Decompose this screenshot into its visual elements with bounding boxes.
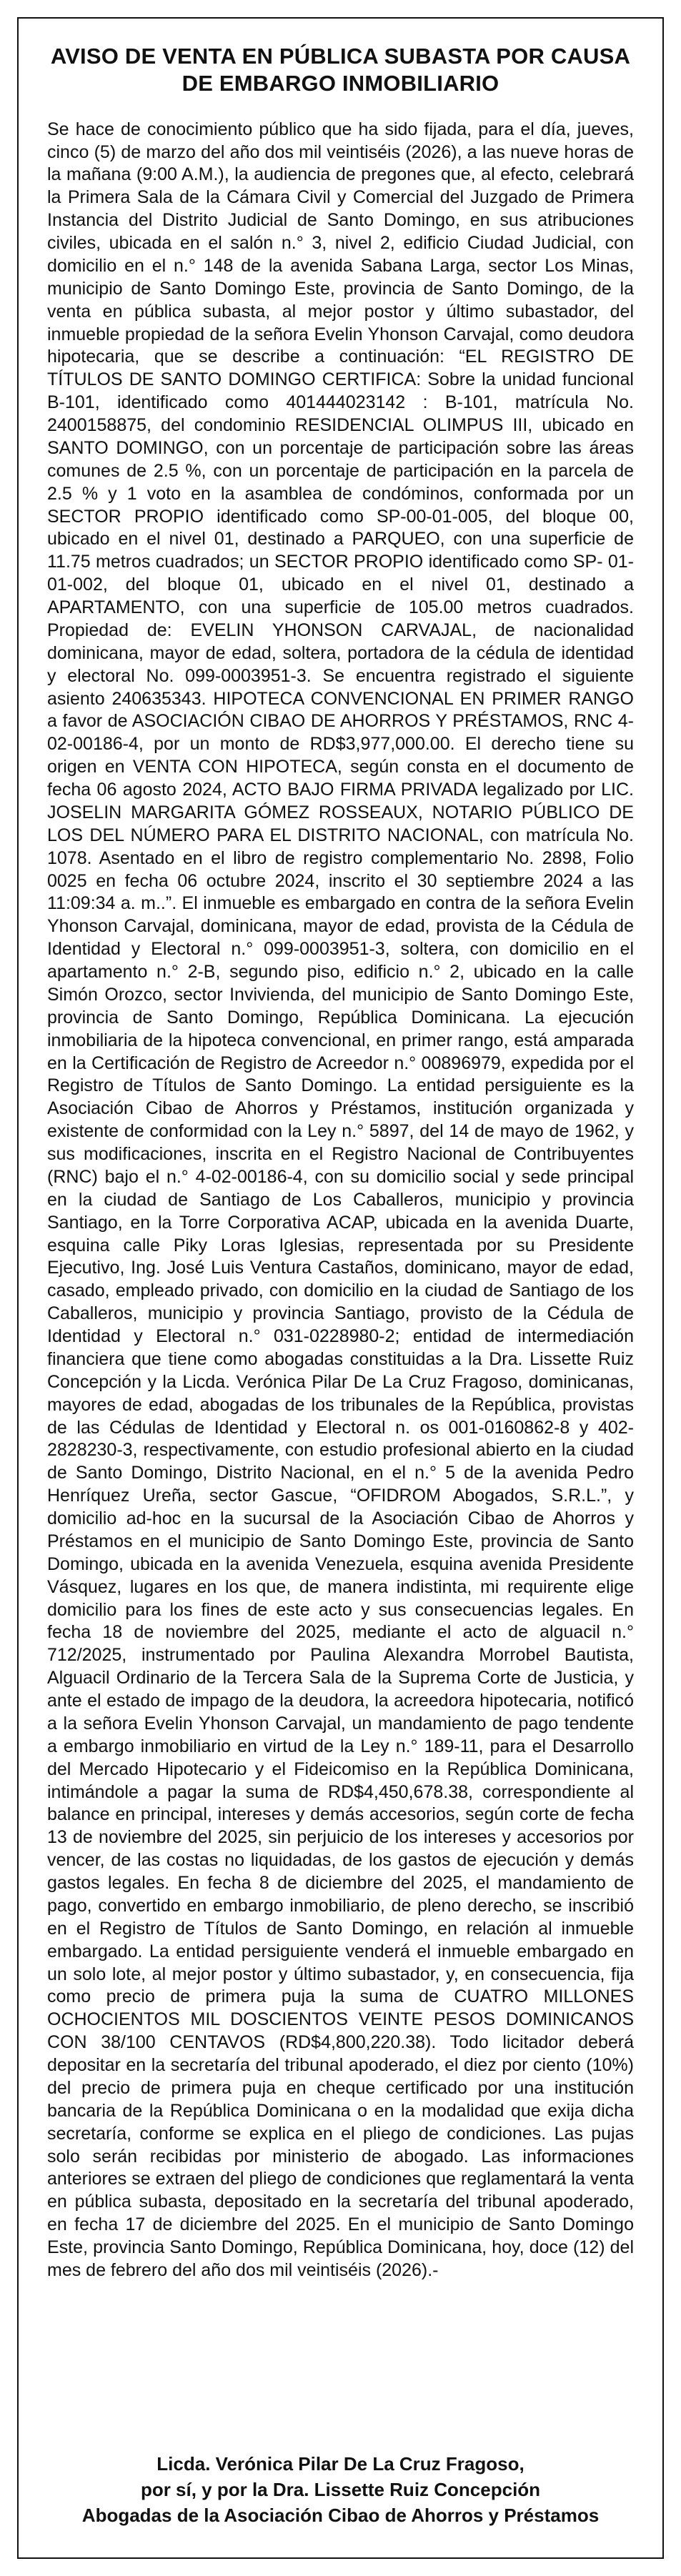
signature-line-3: Abogadas de la Asociación Cibao de Ahorros y Préstamos	[81, 2505, 600, 2527]
auction-notice	[17, 17, 664, 2559]
notice-title-line-2: DE EMBARGO INMOBILIARIO	[182, 70, 499, 96]
notice-body: Se hace de conocimiento público que ha sido fijada, para el día, jueves, cinco (5) de marzo del año dos mil veintiséis (2026), a las nueve horas de la mañana (9:00 A.M.), la audiencia de pregones que, al efecto, celebrará la Primera Sala de la Cámara Civil y Comercial del Juzgado de Primera Instancia del Distrito Judicial de Santo Domingo, en sus atribuciones civiles, ubicada en el salón n.° 3, nivel 2, edificio Ciudad Judicial, con domicilio en el n.° 148 de la avenida Sabana Larga, sector Los Minas, municipio de Santo Domingo Este, provincia de Santo Domingo, de la venta en pública subasta, al mejor postor y último subastador, del inmueble propiedad de la señora Evelin Yhonson Carvajal, como deudora hipotecaria, que se describe a continuación: “EL REGISTRO DE TÍTULOS DE SANTO DOMINGO CERTIFICA: Sobre la unidad funcional B-101, identificado como 401444023142 : B-101, matrícula No. 2400158875, del condominio RESIDENCIAL OLIMPUS III, ubicado en SANTO DOMINGO, con un porcentaje de participación sobre las áreas comunes de 2.5 %, con un porcentaje de participación en la parcela de 2.5 % y 1 voto en la asamblea de condóminos, conformada por un SECTOR PROPIO identificado como SP-00-01-005, del bloque 00, ubicado en el nivel 01, destinado a PARQUEO, con una superficie de 11.75 metros cuadrados; un SECTOR PROPIO identificado como SP- 01-01-002, del bloque 01, ubicado en el nivel 01, destinado a APARTAMENTO, con una superficie de 105.00 metros cuadrados. Propiedad de: EVELIN YHONSON CARVAJAL, de nacionalidad dominicana, mayor de edad, soltera, portadora de la cédula de identidad y electoral No. 099-0003951-3. Se encuentra registrado el siguiente asiento 240635343. HIPOTECA CONVENCIONAL EN PRIMER RANGO a favor de ASOCIACIÓN CIBAO DE AHORROS Y PRÉSTAMOS, RNC 4-02-00186-4, por un monto de RD$3,977,000.00. El derecho tiene su origen en VENTA CON HIPOTECA, según consta en el documento de fecha 06 agosto 2024, ACTO BAJO FIRMA PRIVADA legalizado por LIC. JOSELIN MARGARITA GÓMEZ ROSSEAUX, NOTARIO PÚBLICO DE LOS DEL NÚMERO PARA EL DISTRITO NACIONAL, con matrícula No. 1078. Asentado en el libro de registro complementario No. 2898, Folio 0025 en fecha 06 octubre 2024, inscrito el 30 septiembre 2024 a las 11:09:34 a. m..”. El inmueble es embargado en contra de la señora Evelin Yhonson Carvajal, dominicana, mayor de edad, provista de la Cédula de Identidad y Electoral n.° 099-0003951-3, soltera, con domicilio en el apartamento n.° 2-B, segundo piso, edificio n.° 2, ubicado en la calle Simón Orozco, sector Invivienda, del municipio de Santo Domingo Este, provincia de Santo Domingo, República Dominicana. La ejecución inmobiliaria de la hipoteca convencional, en primer rango, está amparada en la Certificación de Registro de Acreedor n.° 00896979, expedida por el Registro de Títulos de Santo Domingo. La entidad persiguiente es la Asociación Cibao de Ahorros y Préstamos, institución organizada y existente de conformidad con la Ley n.° 5897, del 14 de mayo de 1962, y sus modificaciones, inscrita en el Registro Nacional de Contribuyentes (RNC) bajo el n.° 4-02-00186-4, con su domicilio social y sede principal en la ciudad de Santiago de Los Caballeros, municipio y provincia Santiago, en la Torre Corporativa ACAP, ubicada en la avenida Duarte, esquina calle Piky Loras Iglesias, representada por su Presidente Ejecutivo, Ing. José Luis Ventura Castaños, dominicano, mayor de edad, casado, empleado privado, con domicilio en la ciudad de Santiago de los Caballeros, municipio y provincia Santiago, provisto de la Cédula de Identidad y Electoral n.° 031-0228980-2; entidad de intermediación financiera que tiene como abogadas constituidas a la Dra. Lissette Ruiz Concepción y la Licda. Verónica Pilar De La Cruz Fragoso, dominicanas, mayores de edad, abogadas de los tribunales de la República, provistas de las Cédulas de Identidad y Electoral n. os 001-0160862-8 y 402-2828230-3, respectivamente, con estudio profesional abierto en la ciudad de Santo Domingo, Distrito Nacional, en el n.° 5 de la avenida Pedro Henríquez Ureña, sector Gascue, “OFIDROM Abogados, S.R.L.”, y domicilio ad-hoc en la sucursal de la Asociación Cibao de Ahorros y Préstamos en el municipio de Santo Domingo Este, provincia de Santo Domingo, ubicada en la avenida Venezuela, esquina avenida Presidente Vásquez, lugares en los que, de manera indistinta, mi requirente elige domicilio para los fines de este acto y sus consecuencias legales. En fecha 18 de noviembre del 2025, mediante el acto de alguacil n.° 712/2025, instrumentado por Paulina Alexandra Morrobel Bautista, Alguacil Ordinario de la Tercera Sala de la Suprema Corte de Justicia, y ante el estado de impago de la deudora, la acreedora hipotecaria, notificó a la señora Evelin Yhonson Carvajal, un mandamiento de pago tendente a embargo inmobiliario en virtud de la Ley n.° 189-11, para el Desarrollo del Mercado Hipotecario y el Fideicomiso en la República Dominicana, intimándole a pagar la suma de RD$4,450,678.38, correspondiente al balance en principal, intereses y demás accesorios, según corte de fecha 13 de noviembre del 2025, sin perjuicio de los intereses y accesorios por vencer, de las costas no liquidadas, de los gastos de ejecución y demás gastos legales. En fecha 8 de diciembre del 2025, el mandamiento de pago, convertido en embargo inmobiliario, de pleno derecho, se inscribió en el Registro de Títulos de Santo Domingo, en relación al inmueble embargado. La entidad persiguiente venderá el inmueble embargado en un solo lote, al mejor postor y último subastador, y, en consecuencia, fija como precio de primera puja la suma de CUATRO MILLONES OCHOCIENTOS MIL DOSCIENTOS VEINTE PESOS DOMINICANOS CON 38/100 CENTAVOS (RD$4,800,220.38). Todo licitador deberá depositar en la secretaría del tribunal apoderado, el diez por ciento (10%) del precio de primera puja en cheque certificado por una institución bancaria de la República Dominicana o en la modalidad que exija dicha secretaría, conforme se explica en el pliego de condiciones. Las pujas solo serán recibidas por ministerio de abogado. Las informaciones anteriores se extraen del pliego de condiciones que reglamentará la venta en pública subasta, depositado en la secretaría del tribunal apoderado, en fecha 17 de diciembre del 2025. En el municipio de Santo Domingo Este, provincia Santo Domingo, República Dominicana, hoy, doce (12) del mes de febrero del año dos mil veintiséis (2026).-	[47, 119, 634, 2280]
signature-block	[47, 2452, 634, 2529]
notice-title	[47, 43, 634, 97]
notice-title-line-1: AVISO DE VENTA EN PÚBLICA SUBASTA POR CAUSA	[50, 44, 631, 69]
signature-line-2: por sí, y por la Dra. Lissette Ruiz Concepción	[140, 2479, 541, 2501]
signature-line-1: Licda. Verónica Pilar De La Cruz Fragoso,	[156, 2453, 525, 2475]
